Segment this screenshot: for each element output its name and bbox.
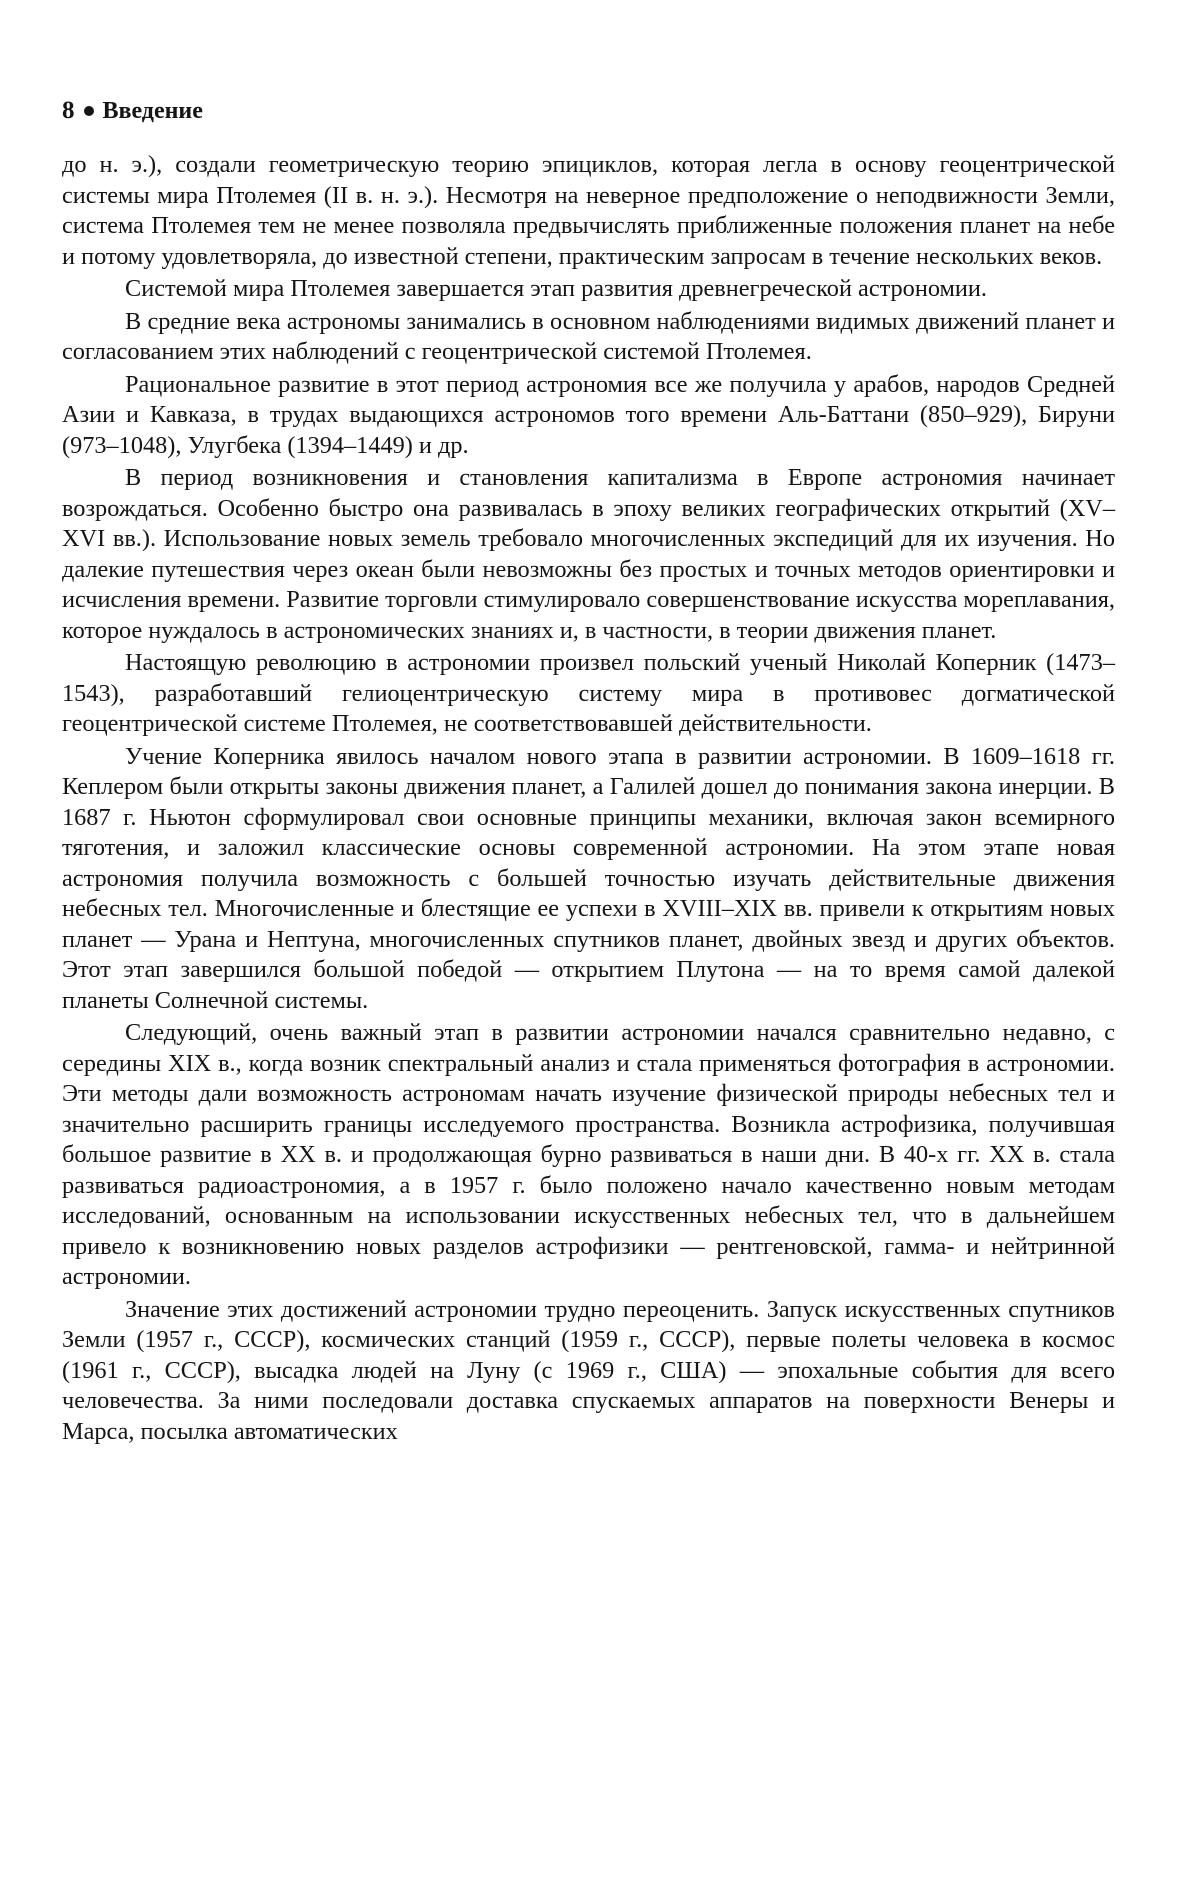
- paragraph: Учение Коперника явилось началом нового этапа в развитии астрономии. В 1609–1618 гг. Кеплером были открыты законы движения планет, а Галилей дошел до понимания закона инерции. В 1687 г. Ньютон сформулировал свои основные принципы механики, включая закон всемирного тяготения, и заложил классические основы современной астрономии. На этом этапе новая астрономия получила возможность с большей точностью изучать действительные движения небесных тел. Многочисленные и блестящие ее успехи в XVIII–XIX вв. привели к открытиям новых планет — Урана и Нептуна, многочисленных спутников планет, двойных звезд и других объектов. Этот этап завершился большой победой — открытием Плутона — на то время самой далекой планеты Солнечной системы.: [62, 742, 1115, 1014]
- section-title: Введение: [102, 98, 203, 124]
- paragraph: Следующий, очень важный этап в развитии астрономии начался сравнительно недавно, с середины XIX в., когда возник спектральный анализ и стала применяться фотография в астрономии. Эти методы дали возможность астрономам начать изучение физической природы небесных тел и значительно расширить границы исследуемого пространства. Возникла астрофизика, получившая большое развитие в XX в. и продолжающая бурно развиваться в наши дни. В 40-х гг. XX в. стала развиваться радиоастрономия, а в 1957 г. было положено начало качественно новым методам исследований, основанным на использовании искусственных небесных тел, что в дальнейшем привело к возникновению новых разделов астрофизики — рентгеновской, гамма- и нейтринной астрономии.: [62, 1019, 1115, 1290]
- paragraph: Системой мира Птолемея завершается этап развития древнегреческой астрономии.: [125, 275, 987, 302]
- page-number: 8: [62, 97, 75, 124]
- paragraph: до н. э.), создали геометрическую теорию эпициклов, которая легла в основу геоцентрической системы мира Птолемея (II в. н. э.). Несмотря на неверное предположение о неподвижности Земли, система Птолемея тем не менее позволяла предвычислять приближенные положения планет на небе и потому удовлетворяла, до известной степени, практическим запросам в течение нескольких веков.: [62, 151, 1115, 270]
- body-text: [62, 150, 1115, 1447]
- paragraph: В средние века астрономы занимались в основном наблюдениями видимых движений планет и согласованием этих наблюдений с геоцентрической системой Птолемея.: [62, 307, 1115, 365]
- paragraph: Рациональное развитие в этот период астрономия все же получила у арабов, народов Средней Азии и Кавказа, в трудах выдающихся астрономов того времени Аль-Баттани (850–929), Бируни (973–1048), Улугбека (1394–1449) и др.: [62, 370, 1115, 459]
- paragraph: В период возникновения и становления капитализма в Европе астрономия начинает возрождаться. Особенно быстро она развивалась в эпоху великих географических открытий (XV–XVI вв.). Использование новых земель требовало многочисленных экспедиций для их изучения. Но далекие путешествия через океан были невозможны без простых и точных методов ориентировки и исчисления времени. Развитие торговли стимулировало совершенствование искусства мореплавания, которое нуждалось в астрономических знаниях и, в частности, в теории движения планет.: [62, 464, 1115, 644]
- paragraph: Значение этих достижений астрономии трудно переоценить. Запуск искусственных спутников Земли (1957 г., СССР), космических станций (1959 г., СССР), первые полеты человека в космос (1961 г., СССР), высадка людей на Луну (с 1969 г., США) — эпохальные события для всего человечества. За ними последовали доставка спускаемых аппаратов на поверхности Венеры и Марса, посылка автоматических: [62, 1295, 1115, 1445]
- running-head: [62, 96, 1115, 126]
- paragraph: Настоящую революцию в астрономии произвел польский ученый Николай Коперник (1473–1543), разработавший гелиоцентрическую систему мира в противовес догматической геоцентрической системе Птолемея, не соответствовавшей действительности.: [62, 649, 1115, 737]
- book-page: [62, 96, 1115, 1447]
- bullet-icon: [84, 106, 94, 116]
